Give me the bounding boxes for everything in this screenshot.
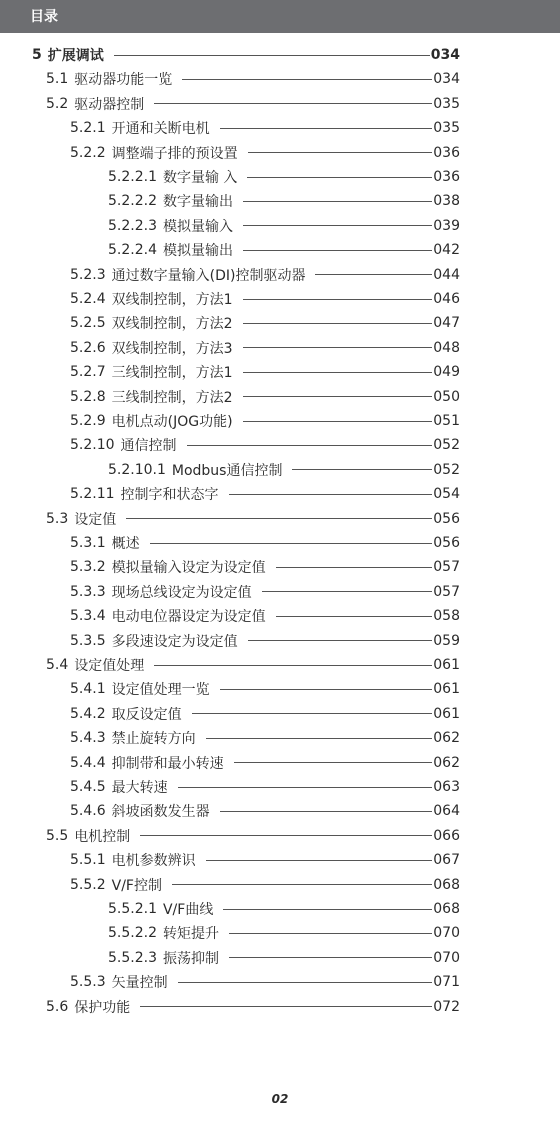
toc-entry-number: 5.4.3 xyxy=(70,730,106,747)
toc-entry-number: 5.5.2.2 xyxy=(108,925,157,942)
toc-entry-title: 设定值 xyxy=(74,511,117,528)
toc-leader-line xyxy=(243,396,433,397)
toc-entry-number: 5.2.7 xyxy=(70,364,106,381)
toc-entry-page: 048 xyxy=(433,339,460,356)
toc-entry-title: 概述 xyxy=(111,536,140,552)
toc-entry-number: 5.2.2.1 xyxy=(108,169,157,185)
toc-entry-title: 开通和关断电机 xyxy=(111,121,210,138)
toc-entry-title: 驱动器控制 xyxy=(74,96,145,113)
toc-entry[interactable] xyxy=(70,727,460,749)
toc-entry[interactable] xyxy=(46,508,460,530)
toc-entry-page: 068 xyxy=(433,876,460,893)
toc-entry-page: 070 xyxy=(433,925,460,942)
toc-leader-line xyxy=(206,738,433,739)
toc-entry[interactable] xyxy=(108,190,460,212)
toc-entry-number: 5.4.5 xyxy=(70,779,106,795)
toc-entry-title: 通过数字量输入(DI)控制驱动器 xyxy=(111,267,306,284)
toc-entry-title: 矢量控制 xyxy=(111,975,168,992)
toc-entry-title: 模拟量输出 xyxy=(162,243,233,260)
toc-entry-page: 064 xyxy=(433,803,460,820)
toc-entry-title: 扩展调试 xyxy=(47,48,104,64)
toc-entry-title: 模拟量输入 xyxy=(162,218,233,235)
toc-leader-line xyxy=(229,957,432,958)
toc-entry[interactable] xyxy=(70,556,460,578)
toc-leader-line xyxy=(248,640,433,641)
toc-entry[interactable] xyxy=(70,337,460,359)
toc-entry-title: 通信控制 xyxy=(120,438,177,455)
toc-entry-page: 035 xyxy=(433,95,460,112)
toc-leader-line xyxy=(234,762,433,763)
toc-entry-number: 5.5.2.3 xyxy=(108,949,157,966)
toc-entry-title: 电动电位器设定为设定值 xyxy=(111,609,266,626)
toc-entry-number: 5 xyxy=(32,47,42,63)
toc-entry-page: 059 xyxy=(433,632,460,649)
toc-entry[interactable] xyxy=(108,239,460,261)
toc-entry-title: 转矩提升 xyxy=(162,926,219,943)
toc-leader-line xyxy=(154,103,432,104)
toc-entry-page: 056 xyxy=(433,510,460,527)
toc-entry[interactable] xyxy=(70,142,460,164)
toc-entry[interactable] xyxy=(46,996,460,1018)
toc-entry-page: 063 xyxy=(433,779,460,795)
toc-entry-number: 5.4.2 xyxy=(70,705,106,722)
toc-entry-page: 036 xyxy=(433,169,460,185)
toc-leader-line xyxy=(248,152,433,153)
toc-entry-page: 062 xyxy=(433,754,460,771)
toc-entry-title: 电机控制 xyxy=(74,828,131,845)
toc-entry-title: 设定值处理一览 xyxy=(111,682,210,699)
toc-entry-page: 067 xyxy=(433,852,460,869)
toc-entry[interactable] xyxy=(70,288,460,310)
toc-entry-number: 5.5.1 xyxy=(70,852,106,869)
toc-entry-page: 036 xyxy=(433,144,460,161)
toc-entry-page: 035 xyxy=(433,120,460,137)
toc-entry[interactable] xyxy=(108,947,460,969)
toc-leader-line xyxy=(172,884,432,885)
toc-entry-page: 042 xyxy=(433,242,460,259)
toc-entry-number: 5.2.10.1 xyxy=(108,461,166,478)
toc-leader-line xyxy=(220,689,433,690)
toc-entry-page: 058 xyxy=(433,608,460,625)
toc-entry-page: 052 xyxy=(433,437,460,454)
toc-entry-number: 5.4.4 xyxy=(70,754,106,771)
toc-leader-line xyxy=(126,518,432,519)
toc-entry[interactable] xyxy=(70,264,460,286)
toc-leader-line xyxy=(243,347,433,348)
toc-entry-page: 039 xyxy=(433,217,460,234)
toc-entry-number: 5.4.6 xyxy=(70,803,106,820)
toc-entry[interactable] xyxy=(70,434,460,456)
toc-leader-line xyxy=(243,201,432,202)
toc-entry[interactable] xyxy=(70,849,460,871)
toc-entry[interactable] xyxy=(70,361,460,383)
toc-entry-page: 066 xyxy=(433,827,460,844)
toc-leader-line xyxy=(140,1006,432,1007)
toc-entry-number: 5.1 xyxy=(46,71,69,88)
toc-leader-line xyxy=(220,811,433,812)
toc-entry-page: 047 xyxy=(433,315,460,332)
toc-entry-number: 5.2.2 xyxy=(70,144,106,161)
toc-entry[interactable] xyxy=(108,898,460,920)
toc-entry-number: 5.5 xyxy=(46,827,69,844)
toc-entry-title: 驱动器功能一览 xyxy=(74,72,173,89)
toc-entry-title: 振荡抑制 xyxy=(162,950,219,967)
toc-entry-page: 061 xyxy=(433,705,460,722)
toc-entry-number: 5.2.1 xyxy=(70,120,106,137)
toc-entry[interactable] xyxy=(70,874,460,896)
toc-leader-line xyxy=(292,469,432,470)
toc-entry-title: V/F曲线 xyxy=(162,902,214,918)
toc-leader-line xyxy=(262,591,433,592)
toc-entry-title: 双线制控制，方法3 xyxy=(111,340,233,357)
toc-entry[interactable] xyxy=(108,166,460,188)
toc-entry[interactable] xyxy=(70,630,460,652)
toc-entry-number: 5.3.2 xyxy=(70,559,106,576)
toc-entry-page: 054 xyxy=(433,486,460,503)
toc-entry-page: 071 xyxy=(433,974,460,991)
toc-leader-line xyxy=(243,323,433,324)
toc-entry-title: 设定值处理 xyxy=(74,658,145,674)
toc-entry[interactable] xyxy=(70,800,460,822)
toc-leader-line xyxy=(140,835,432,836)
toc-leader-line xyxy=(187,445,433,446)
toc-entry[interactable] xyxy=(46,654,460,676)
toc-leader-line xyxy=(192,713,433,714)
toc-entry-page: 057 xyxy=(433,583,460,600)
toc-entry[interactable] xyxy=(32,44,460,66)
toc-entry[interactable] xyxy=(108,459,460,481)
toc-entry-page: 072 xyxy=(433,998,460,1015)
toc-entry-title: 双线制控制，方法2 xyxy=(111,316,233,333)
toc-entry-title: 电机参数辨识 xyxy=(111,853,196,870)
toc-entry-page: 056 xyxy=(433,535,460,551)
footer-page-number: 02 xyxy=(271,1092,289,1106)
toc-entry-title: 双线制控制，方法1 xyxy=(111,292,233,308)
toc-entry-number: 5.2.2.2 xyxy=(108,193,157,210)
toc-entry-number: 5.2.9 xyxy=(70,413,106,429)
toc-leader-line xyxy=(150,543,433,544)
toc-leader-line xyxy=(220,128,433,129)
toc-entry-title: 数字量输 入 xyxy=(162,170,238,186)
toc-entry-number: 5.2.2.3 xyxy=(108,217,157,234)
toc-entry[interactable] xyxy=(70,532,460,554)
toc-entry-number: 5.5.2 xyxy=(70,876,106,893)
toc-entry-page: 051 xyxy=(433,413,460,429)
toc-leader-line xyxy=(243,299,433,300)
toc-entry[interactable] xyxy=(70,117,460,139)
toc-entry-page: 068 xyxy=(433,901,460,917)
toc-entry-page: 050 xyxy=(433,388,460,405)
toc-entry-page: 038 xyxy=(433,193,460,210)
toc-entry[interactable] xyxy=(70,605,460,627)
toc-entry-number: 5.2.6 xyxy=(70,339,106,356)
toc-leader-line xyxy=(243,421,433,422)
toc-entry-title: V/F控制 xyxy=(111,877,162,894)
header-title: 目录 xyxy=(30,9,58,25)
toc-entry[interactable] xyxy=(46,68,460,90)
toc-entry-page: 057 xyxy=(433,559,460,576)
toc-entry[interactable] xyxy=(70,776,460,798)
toc-entry-number: 5.3 xyxy=(46,510,69,527)
toc-entry[interactable] xyxy=(70,678,460,700)
toc-entry-number: 5.2.2.4 xyxy=(108,242,157,259)
toc-entry-title: 三线制控制，方法1 xyxy=(111,365,233,382)
header-bar xyxy=(0,0,560,33)
toc-leader-line xyxy=(243,250,432,251)
toc-entry-page: 070 xyxy=(433,949,460,966)
toc-entry-number: 5.2.8 xyxy=(70,388,106,405)
toc-entry-title: 现场总线设定为设定值 xyxy=(111,584,252,601)
toc-leader-line xyxy=(178,787,433,788)
toc-entry-title: 调整端子排的预设置 xyxy=(111,145,238,162)
toc-entry-number: 5.2 xyxy=(46,95,69,112)
toc-leader-line xyxy=(223,909,432,910)
toc-entry-number: 5.4 xyxy=(46,657,69,673)
toc-entry-page: 044 xyxy=(433,266,460,283)
toc-entry[interactable] xyxy=(70,752,460,774)
toc-entry-title: 最大转速 xyxy=(111,780,168,796)
toc-entry-number: 5.2.11 xyxy=(70,486,115,503)
toc-entry-title: 三线制控制，方法2 xyxy=(111,389,233,406)
toc-entry-number: 5.2.3 xyxy=(70,266,106,283)
toc-entry-number: 5.3.1 xyxy=(70,535,106,551)
toc-entry[interactable] xyxy=(70,581,460,603)
toc-entry-page: 034 xyxy=(430,47,460,63)
toc-entry-page: 061 xyxy=(433,657,460,673)
toc-leader-line xyxy=(315,274,432,275)
toc-entry-page: 062 xyxy=(433,730,460,747)
toc-leader-line xyxy=(243,372,433,373)
toc-leader-line xyxy=(276,616,433,617)
toc-entry-number: 5.6 xyxy=(46,998,69,1015)
toc-entry[interactable] xyxy=(70,410,460,432)
toc-leader-line xyxy=(247,177,432,178)
toc-entry-title: 模拟量输入设定为设定值 xyxy=(111,560,266,577)
toc-entry-title: 斜坡函数发生器 xyxy=(111,804,210,821)
toc-entry[interactable] xyxy=(108,215,460,237)
toc-entry-number: 5.3.5 xyxy=(70,632,106,649)
toc-entry-page: 034 xyxy=(433,71,460,88)
toc-entry-number: 5.2.10 xyxy=(70,437,115,454)
toc-leader-line xyxy=(276,567,433,568)
toc-entry[interactable] xyxy=(108,922,460,944)
toc-entry[interactable] xyxy=(70,312,460,334)
toc-entry-title: 多段速设定为设定值 xyxy=(111,633,238,650)
toc-entry-title: 数字量输出 xyxy=(162,194,233,211)
toc-entry-title: 抑制带和最小转速 xyxy=(111,755,224,772)
toc-entry-number: 5.5.2.1 xyxy=(108,901,157,917)
toc-entry[interactable] xyxy=(70,386,460,408)
toc-entry-title: 电机点动(JOG功能) xyxy=(111,414,233,430)
toc-entry[interactable] xyxy=(46,825,460,847)
toc-entry-number: 5.2.4 xyxy=(70,291,106,307)
toc-entry-page: 052 xyxy=(433,461,460,478)
toc-leader-line xyxy=(154,665,432,666)
toc-entry[interactable] xyxy=(70,703,460,725)
toc-entry-page: 061 xyxy=(433,681,460,698)
toc-entry-number: 5.3.3 xyxy=(70,583,106,600)
toc-entry-page: 049 xyxy=(433,364,460,381)
toc-entry-title: 取反设定值 xyxy=(111,706,182,723)
toc-entry[interactable] xyxy=(46,93,460,115)
toc-entry[interactable] xyxy=(70,483,460,505)
toc-leader-line xyxy=(182,79,432,80)
toc-entry[interactable] xyxy=(70,971,460,993)
toc-entry-page: 046 xyxy=(433,291,460,307)
toc-entry-number: 5.4.1 xyxy=(70,681,106,698)
toc-entry-number: 5.5.3 xyxy=(70,974,106,991)
toc-entry-title: 禁止旋转方向 xyxy=(111,731,196,748)
toc-entry-title: Modbus通信控制 xyxy=(171,462,283,479)
toc-entry-number: 5.2.5 xyxy=(70,315,106,332)
toc-entry-number: 5.3.4 xyxy=(70,608,106,625)
toc-leader-line xyxy=(229,494,433,495)
toc-leader-line xyxy=(178,982,433,983)
toc-leader-line xyxy=(229,933,432,934)
toc-leader-line xyxy=(114,55,430,56)
toc-leader-line xyxy=(243,225,432,226)
toc-leader-line xyxy=(206,860,433,861)
toc-entry-title: 控制字和状态字 xyxy=(120,487,219,504)
toc-entry-title: 保护功能 xyxy=(74,999,131,1016)
